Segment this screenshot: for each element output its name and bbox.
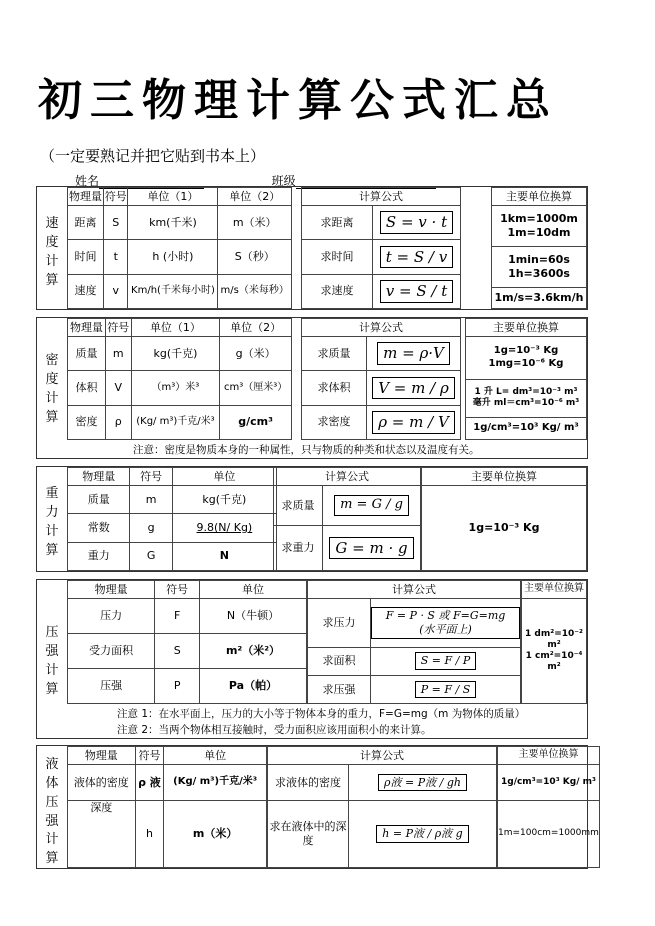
table-cell: m（米） bbox=[218, 206, 292, 240]
conversion-item: 1 cm²=10⁻⁴ m² bbox=[525, 651, 583, 673]
table-cell: 求在液体中的深度 bbox=[268, 801, 349, 868]
table-cell: 求压力 bbox=[308, 599, 371, 648]
density-section bbox=[36, 317, 588, 459]
col-unit2: 单位（2） bbox=[218, 188, 292, 206]
page-subtitle: （一定要熟记并把它贴到书本上） bbox=[40, 147, 266, 165]
table-cell: h bbox=[135, 801, 164, 868]
density-conversion-table bbox=[465, 318, 587, 440]
table-cell: N（牛顿） bbox=[200, 599, 307, 634]
pressure-table bbox=[67, 580, 307, 704]
table-cell: m bbox=[105, 337, 131, 371]
gravity-section bbox=[36, 466, 588, 572]
table-cell: 求质量 bbox=[274, 486, 323, 526]
table-cell: S（秒） bbox=[218, 240, 292, 274]
liquid-formula-table bbox=[267, 746, 497, 868]
formula: V = m / ρ bbox=[372, 377, 455, 400]
col-symbol: 符号 bbox=[135, 747, 164, 765]
col-symbol: 符号 bbox=[155, 581, 200, 599]
table-cell: 求密度 bbox=[302, 405, 367, 439]
table-cell: 液体的密度 bbox=[68, 765, 136, 801]
table-cell: m²（米²） bbox=[200, 634, 307, 669]
name-label: 姓名 bbox=[75, 174, 100, 188]
speed-conversion-table bbox=[491, 187, 587, 309]
table-cell: g/cm³ bbox=[220, 405, 292, 439]
pressure-formula-table bbox=[307, 580, 521, 704]
speed-section bbox=[36, 186, 588, 310]
table-cell: P bbox=[155, 669, 200, 704]
formula: S = v · t bbox=[380, 211, 453, 234]
col-conversion: 主要单位换算 bbox=[492, 188, 587, 206]
table-cell: 距离 bbox=[68, 206, 104, 240]
table-cell: F bbox=[155, 599, 200, 634]
table-cell: 求面积 bbox=[308, 647, 371, 675]
pressure-section bbox=[36, 579, 588, 739]
table-cell: 重力 bbox=[68, 542, 130, 570]
table-cell: 求液体的密度 bbox=[268, 765, 349, 801]
table-cell: （m³）米³ bbox=[131, 371, 220, 405]
conversion-item: 1g=10⁻³ Kg bbox=[493, 345, 559, 357]
table-cell: 求距离 bbox=[302, 206, 373, 240]
density-formula-table bbox=[301, 318, 461, 440]
table-cell: S bbox=[155, 634, 200, 669]
table-cell: 速度 bbox=[68, 274, 104, 308]
col-unit1: 单位（1） bbox=[131, 319, 220, 337]
col-quantity: 物理量 bbox=[68, 468, 130, 486]
col-unit: 单位 bbox=[164, 747, 267, 765]
col-conversion: 主要单位换算 bbox=[522, 581, 587, 599]
formula: ρ液 = P液 / gh bbox=[378, 774, 467, 792]
table-cell: 求速度 bbox=[302, 274, 373, 308]
col-unit2: 单位（2） bbox=[220, 319, 292, 337]
table-cell: 时间 bbox=[68, 240, 104, 274]
col-symbol: 符号 bbox=[130, 468, 172, 486]
pressure-conversion-table bbox=[521, 580, 587, 704]
formula: v = S / t bbox=[380, 280, 453, 303]
table-cell: 求重力 bbox=[274, 526, 323, 571]
formula: F = P · S 或 F=G=mg (水平面上) bbox=[371, 607, 520, 639]
conversion-item: 毫升 ml＝cm³=10⁻⁶ m³ bbox=[472, 398, 580, 409]
col-conversion: 主要单位换算 bbox=[498, 747, 600, 765]
formula: h = P液 / ρ液 g bbox=[376, 825, 468, 843]
pressure-note-1: 注意 1：在水平面上，压力的大小等于物体本身的重力，F=G=mg（m 为物体的质量） bbox=[117, 708, 526, 720]
table-cell: (Kg/ m³)千克/米³ bbox=[131, 405, 220, 439]
speed-table bbox=[67, 187, 292, 309]
conversion-item: 1m/s=3.6km/h bbox=[492, 287, 587, 308]
col-symbol: 符号 bbox=[105, 319, 131, 337]
formula: ρ = m / V bbox=[372, 411, 455, 434]
conversion-item: 1h=3600s bbox=[508, 266, 570, 280]
col-conversion: 主要单位换算 bbox=[422, 468, 587, 486]
table-cell: ρ bbox=[105, 405, 131, 439]
col-unit: 单位 bbox=[172, 468, 276, 486]
table-cell: Km/h(千米每小时) bbox=[128, 274, 218, 308]
formula: m = ρ·V bbox=[377, 342, 450, 365]
liquid-section-label: 液体压强计算 bbox=[45, 757, 59, 867]
table-cell: G bbox=[130, 542, 172, 570]
liquid-conversion-table bbox=[497, 746, 600, 868]
table-cell: m（米） bbox=[164, 801, 267, 868]
table-cell: 压力 bbox=[68, 599, 155, 634]
conversion-item: 1 升 L= dm³=10⁻³ m³ bbox=[474, 386, 578, 397]
formula: S = F / P bbox=[415, 652, 476, 670]
conversion-item: 1km=1000m bbox=[500, 212, 578, 226]
table-cell: ρ 液 bbox=[135, 765, 164, 801]
table-cell: 密度 bbox=[68, 405, 106, 439]
table-cell: g（米） bbox=[220, 337, 292, 371]
table-cell: m bbox=[130, 486, 172, 514]
col-unit1: 单位（1） bbox=[128, 188, 218, 206]
speed-formula-table bbox=[301, 187, 461, 309]
col-formula: 计算公式 bbox=[268, 747, 497, 765]
col-unit: 单位 bbox=[200, 581, 307, 599]
col-formula: 计算公式 bbox=[274, 468, 421, 486]
conversion-item: 1g=10⁻³ Kg bbox=[422, 486, 587, 571]
table-cell: 质量 bbox=[68, 486, 130, 514]
density-section-label: 密度计算 bbox=[45, 353, 59, 425]
table-cell: km(千米) bbox=[128, 206, 218, 240]
liquid-section bbox=[36, 745, 599, 869]
table-cell: kg(千克) bbox=[131, 337, 220, 371]
table-cell: 深度 bbox=[68, 801, 136, 868]
formula: t = S / v bbox=[380, 246, 453, 269]
table-cell: 质量 bbox=[68, 337, 106, 371]
col-quantity: 物理量 bbox=[68, 319, 106, 337]
page-title: 初三物理计算公式汇总 bbox=[38, 75, 558, 126]
conversion-item: 1g/cm³=10³ Kg/ m³ bbox=[466, 417, 587, 439]
col-formula: 计算公式 bbox=[308, 581, 521, 599]
table-cell: (Kg/ m³)千克/米³ bbox=[164, 765, 267, 801]
gravity-section-label: 重力计算 bbox=[45, 486, 59, 558]
conversion-item: 1mg=10⁻⁶ Kg bbox=[488, 357, 564, 369]
table-cell: 求体积 bbox=[302, 371, 367, 405]
pressure-section-label: 压强计算 bbox=[45, 625, 59, 697]
col-formula: 计算公式 bbox=[302, 319, 461, 337]
conversion-item: 1 dm²=10⁻² m² bbox=[525, 628, 583, 650]
gravity-conversion-table bbox=[421, 467, 587, 571]
table-cell: m/s（米每秒） bbox=[218, 274, 292, 308]
col-symbol: 符号 bbox=[104, 188, 128, 206]
formula: m = G / g bbox=[334, 495, 409, 515]
table-cell: g bbox=[130, 514, 172, 542]
table-cell: N bbox=[172, 542, 276, 570]
density-note: 注意：密度是物质本身的一种属性，只与物质的种类和状态以及温度有关。 bbox=[133, 444, 480, 456]
col-quantity: 物理量 bbox=[68, 581, 155, 599]
table-cell: 9.8(N/ Kg) bbox=[172, 514, 276, 542]
liquid-table bbox=[67, 746, 267, 868]
table-cell: 压强 bbox=[68, 669, 155, 704]
col-quantity: 物理量 bbox=[68, 747, 136, 765]
speed-section-label: 速度计算 bbox=[45, 216, 59, 288]
col-quantity: 物理量 bbox=[68, 188, 104, 206]
conversion-item: 1m=100cm=1000mm bbox=[498, 801, 600, 868]
table-cell: cm³（厘米³） bbox=[220, 371, 292, 405]
formula: G = m · g bbox=[329, 537, 413, 560]
table-cell: 求时间 bbox=[302, 240, 373, 274]
conversion-item: 1min=60s bbox=[508, 253, 570, 267]
table-cell: 体积 bbox=[68, 371, 106, 405]
table-cell: h (小时) bbox=[128, 240, 218, 274]
density-table bbox=[67, 318, 292, 440]
formula: P = F / S bbox=[415, 681, 476, 699]
col-conversion: 主要单位换算 bbox=[466, 319, 587, 337]
table-cell: kg(千克) bbox=[172, 486, 276, 514]
table-cell: V bbox=[105, 371, 131, 405]
table-cell: 求压强 bbox=[308, 675, 371, 703]
table-cell: Pa（帕） bbox=[200, 669, 307, 704]
table-cell: t bbox=[104, 240, 128, 274]
table-cell: S bbox=[104, 206, 128, 240]
gravity-table bbox=[67, 467, 277, 571]
gravity-formula-table bbox=[273, 467, 421, 571]
conversion-item: 1g/cm³=10³ Kg/ m³ bbox=[498, 765, 600, 801]
table-cell: 常数 bbox=[68, 514, 130, 542]
pressure-note-2: 注意 2：当两个物体相互接触时，受力面积应该用面积小的来计算。 bbox=[117, 724, 432, 736]
conversion-item: 1m=10dm bbox=[507, 225, 571, 239]
table-cell: v bbox=[104, 274, 128, 308]
table-cell: 求质量 bbox=[302, 337, 367, 371]
col-formula: 计算公式 bbox=[302, 188, 461, 206]
table-cell: 受力面积 bbox=[68, 634, 155, 669]
class-label: 班级 bbox=[271, 174, 296, 188]
